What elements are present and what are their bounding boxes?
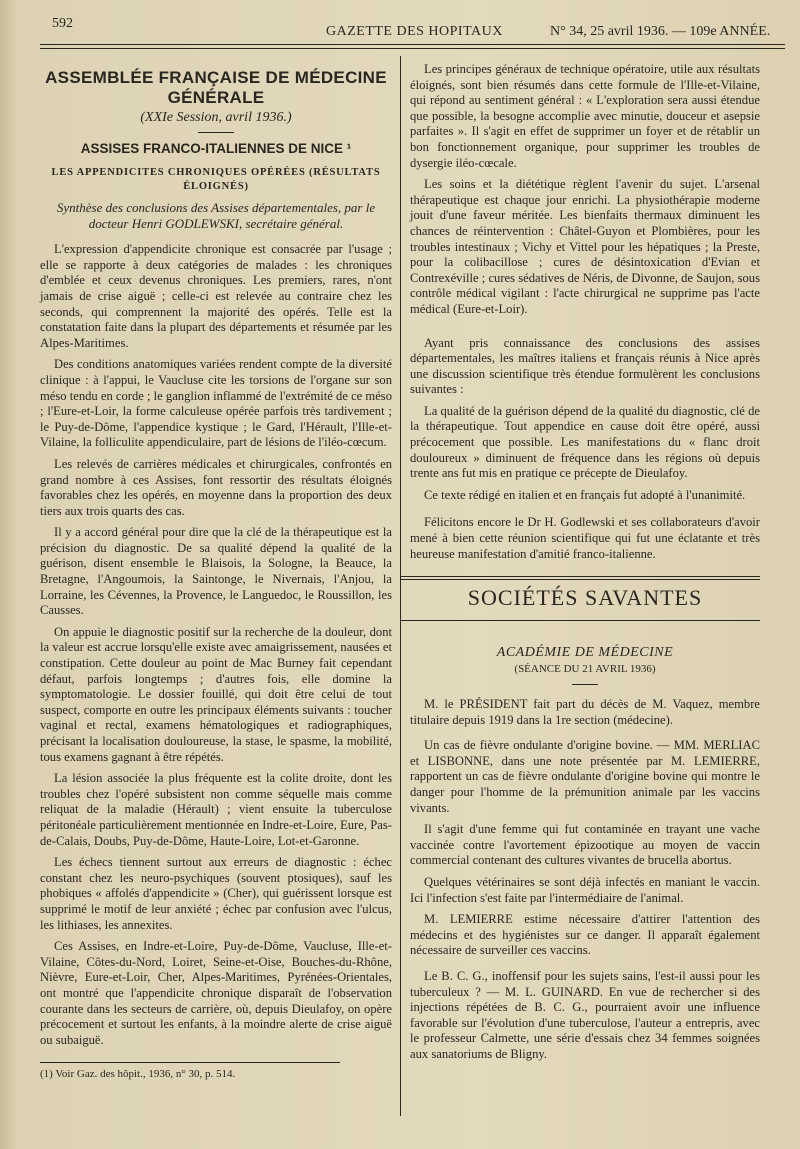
left-column	[40, 68, 392, 1089]
column-divider	[400, 56, 401, 1116]
paragraph: Il s'agit d'une femme qui fut contaminée en trayant une vache vaccinée contre l'avortement épizootique au moyen de vaccin commercial contenant des cultures vivantes de brucella abortus.	[410, 822, 760, 868]
paragraph: Félicitons encore le Dr H. Godlewski et ses collaborateurs d'avoir mené à bien cette réunion scientifique qui fut une éclatante et très heureuse manifestation d'amitié franco-italienne.	[410, 515, 760, 561]
right-column	[410, 62, 760, 1068]
section-rule	[400, 576, 760, 577]
assises-title: ASSISES FRANCO-ITALIENNES DE NICE ¹	[80, 140, 352, 156]
footnote: (1) Voir Gaz. des hôpit., 1936, n° 30, p. 514.	[40, 1068, 236, 1081]
paragraph: On appuie le diagnostic positif sur la recherche de la douleur, dont la valeur est accrue lorsqu'elle existe avec amaigrissement, nausées et constipation. Cette douleur au point de Mac Burney fait cependant défaut, parfois longtemps ; d'autres fois, elle domine la symptomatologie. Le dossier fouillé, qui doit être celui de tout suspect, comporte en outre les principaux éléments suivants : toucher vaginal et rectal, examens hématologiques et radiographiques, précisant la localisation douloureuse, la stase, le spasme, la mobilité, tous examens gagnant à être répétés.	[40, 624, 392, 764]
paragraph: Ayant pris connaissance des conclusions des assises départementales, les maîtres italiens et français réunis à Nice après une discussion scientifique très étendue formulèrent les conclusions suivantes :	[410, 335, 760, 397]
paragraph: L'expression d'appendicite chronique est consacrée par l'usage ; elle se rapporte à deux catégories de malades : les chroniques d'emblée et ceux devenus chroniques. Les premiers, rares, n'ont jamais de crise aiguë ; celle-ci est relevée au contraire chez les seconds, qui comprennent la majorité des opérés. Telle est la constatation faite dans la plupart des départements et résumée par les Alpes-Maritimes.	[40, 242, 392, 350]
footnote-rule	[40, 1062, 340, 1063]
section-rule-thin	[400, 620, 760, 621]
article-title: ASSEMBLÉE FRANÇAISE DE MÉDECINE GÉNÉRALE	[45, 68, 387, 107]
paragraph: Les principes généraux de technique opératoire, utile aux résultats éloignés, sont bien résumés dans cette formule de l'Ille-et-Vilaine, qui répond au sentiment général : « L'exploration sera aussi étendue que possible, la besogne accomplie avec minutie, douceur et asepsie parfaites ». Il s'agit en effet de supprimer un foyer et de rétablir un bon fonctionnement organique, pour supprimer les troubles de dysergie iléo-cœcale.	[410, 62, 760, 170]
paragraph: Il y a accord général pour dire que la clé de la thérapeutique est la précision du diagnostic. De sa qualité dépend la qualité de la guérison, disent ensemble le Blaisois, la Sologne, la Beauce, la Bretagne, l'Angoumois, la Saintonge, le Nivernais, l'Anjou, la Lorraine, les Cévennes, la Provence, le Languedoc, le Roussillon, les Causses.	[40, 525, 392, 618]
page-number: 592	[52, 16, 73, 31]
synthesis-line: Synthèse des conclusions des Assises départementales, par le docteur Henri GODLEWSKI, secrétaire général.	[56, 200, 376, 232]
header-rule-thin	[40, 48, 785, 49]
paragraph: Le B. C. G., inoffensif pour les sujets sains, l'est-il aussi pour les tuberculeux ? — M. L. GUINARD. En vue de rechercher si des injections répétées de B. C. G., pourraient avoir une influence favorable sur l'évolution d'une tuberculose, l'auteur a entrepris, avec le professeur Calmette, une série d'essais chez 34 femmes soignées aux sanatoriums de Bligny.	[410, 968, 760, 1061]
paragraph: Les soins et la diététique règlent l'avenir du sujet. L'arsenal thérapeutique est chaque jour enrichi. La physiothérapie moderne jouit d'une faveur méritée. Les bienfaits thermaux diminuent les chances de réintervention : Châtel-Guyon et Plombières, pour les troubles intestinaux ; Vichy et Vittel pour les hépatiques ; la Preste, pour la colibacillose ; cures de désintoxication d'Evian et Contrexéville ; cures sédatives de Néris, de Divonne, de Saujon, sous contrôle médical vigilant : l'acte chirurgical ne supprime pas l'acte médical (Eure-et-Loir).	[410, 177, 760, 316]
paragraph: M. le PRÉSIDENT fait part du décès de M. Vaquez, membre titulaire depuis 1919 dans la 1re section (médecine).	[410, 697, 760, 727]
divider	[198, 132, 234, 133]
seance-date: (SÉANCE DU 21 AVRIL 1936)	[514, 663, 656, 676]
paragraph: Les échecs tiennent surtout aux erreurs de diagnostic : échec constant chez les neuro-psychiques (souvent ptosiques), sauf les phobiques « affolés d'appendicite » (Cher), qui guérissent lorsque est supprimé le motif de leur anxiété ; échec par confusion avec l'ulcus, les lithiases, les annexites.	[40, 855, 392, 932]
section-title: SOCIÉTÉS SAVANTES	[467, 585, 703, 611]
topic-title: LES APPENDICITES CHRONIQUES OPÉRÉES (RÉSULTATS ÉLOIGNÉS)	[51, 167, 381, 193]
divider	[572, 684, 598, 685]
paragraph: Les relevés de carrières médicales et chirurgicales, confrontés en grand nombre à ces Assises, font ressortir des résultats éloignés favorables chez les opérés, en moyenne dans la proportion des deux tiers aux trois quarts des cas.	[40, 456, 392, 518]
section-rule-thin	[400, 579, 760, 580]
paragraph: Ces Assises, en Indre-et-Loire, Puy-de-Dôme, Vaucluse, Ille-et-Vilaine, Côtes-du-Nord, Loiret, Seine-et-Oise, Bouches-du-Rhône, Nièvre, Eure-et-Loir, Cher, Alpes-Maritimes, Pyrénées-Orientales, ont montré que l'appendicite chronique disparaît de l'observation courante dans les secteurs de carrière, où, depuis Dieulafoy, on opère précocement et surtout les enfants, à la moindre alerte de crise aiguë ou subaiguë.	[40, 939, 392, 1047]
paragraph: Ce texte rédigé en italien et en français fut adopté à l'unanimité.	[424, 487, 746, 502]
issue-info: N° 34, 25 avril 1936. — 109e ANNÉE.	[550, 24, 771, 39]
header-rule	[40, 44, 785, 45]
paragraph: Quelques vétérinaires se sont déjà infectés en maniant le vaccin. Ici l'infection s'est faite par l'intermédiaire de l'animal.	[410, 874, 760, 905]
journal-title: GAZETTE DES HOPITAUX	[326, 24, 503, 39]
paragraph: Un cas de fièvre ondulante d'origine bovine. — MM. MERLIAC et LISBONNE, dans une note présentée par M. LEMIERRE, rapportent un cas de fièvre ondulante d'origine bovine qui montre le danger pour l'homme de la prémunition animale par les vaccins vivants.	[410, 738, 760, 815]
academy-title: ACADÉMIE DE MÉDECINE	[496, 644, 674, 660]
paragraph: La lésion associée la plus fréquente est la colite droite, dont les troubles chez l'opéré subsistent non comme séquelle mais comme reliquat de la maladie (Hérault) ; vient ensuite la tuberculose péritonéale particulièrement mentionnée en Indre-et-Loire, Eure, Pas-de-Calais, Doubs, Puy-de-Dôme, Haute-Loire, Lot-et-Garonne.	[40, 771, 392, 848]
paragraph: M. LEMIERRE estime nécessaire d'attirer l'attention des médecins et des hygiénistes sur ce danger. Il apparaît également nécessaire de surveiller ces vaccins.	[410, 912, 760, 958]
page-header	[40, 14, 785, 42]
session-info: (XXIe Session, avril 1936.)	[140, 110, 292, 125]
paragraph: Des conditions anatomiques variées rendent compte de la diversité clinique : à l'appui, le Vaucluse cite les torsions de l'organe sur son méso tendu en corde ; le ganglion inflammé de l'extrémité de ce méso ; l'Eure-et-Loir, la forme calculeuse opérée parfois très tardivement ; le Puy-de-Dôme, l'appendice kystique ; le Gard, l'Hérault, l'Ille-et-Vilaine, la folliculite appendiculaire, part de lésions de l'iléo-cœcum.	[40, 357, 392, 450]
paragraph: La qualité de la guérison dépend de la qualité du diagnostic, clé de la thérapeutique. Tout appendice en cause doit être opéré, aussi précocement que possible. Les manifestations du « flanc droit douloureux » diminuent de fréquence dans les régions où depuis trente ans fut mis en pratique ce précepte de Dieulafoy.	[410, 403, 760, 481]
